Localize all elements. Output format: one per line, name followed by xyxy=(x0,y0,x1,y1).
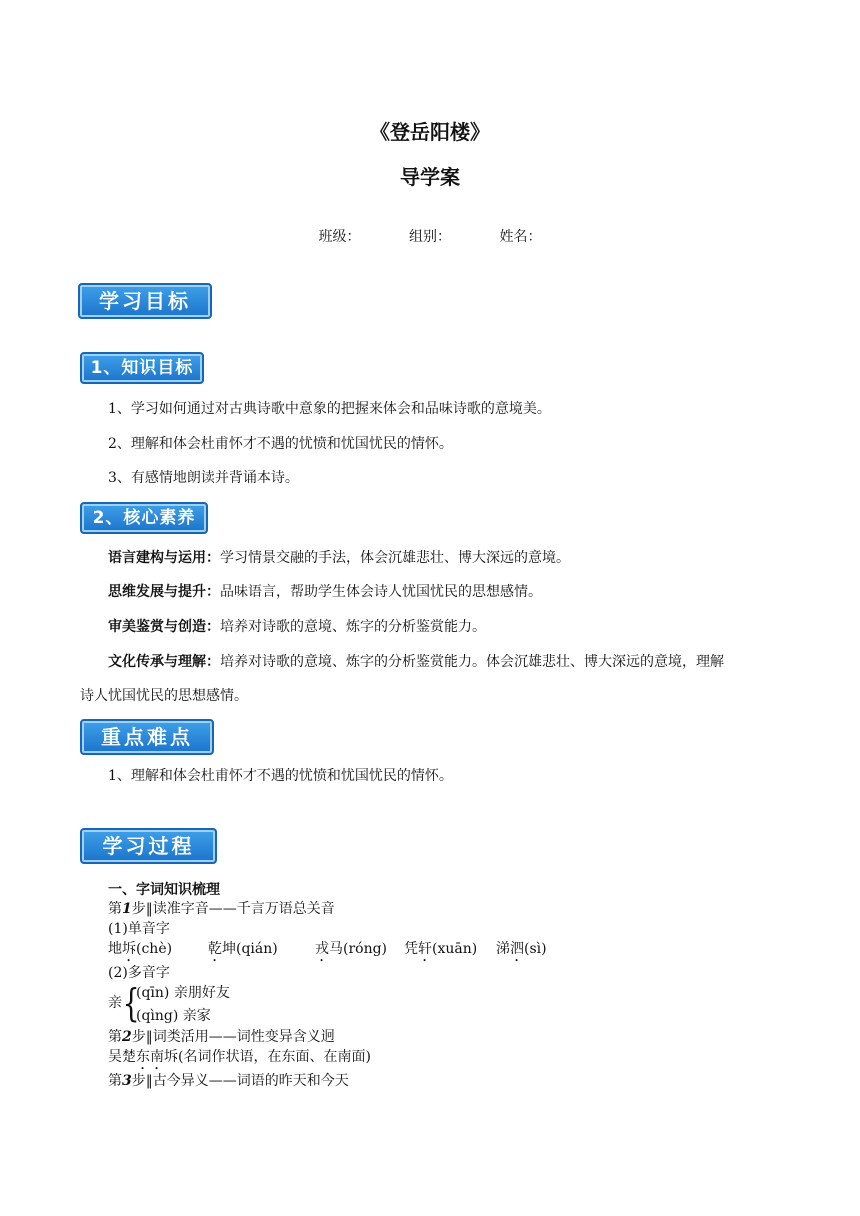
goals-banner: 学习目标 xyxy=(78,283,212,319)
step-1-title xyxy=(108,899,335,919)
single-sound-label: (1)单音字 xyxy=(108,921,170,937)
document-title: 《登岳阳楼》 xyxy=(370,120,490,144)
step-prefix: 第 xyxy=(108,901,122,917)
step-number: 2 xyxy=(122,1029,132,1045)
step-text: 步‖读准字音——千言万语总关音 xyxy=(131,901,335,917)
step-number: 1 xyxy=(122,901,132,917)
example-part: 吴楚 xyxy=(108,1049,136,1065)
multi-reading: (qīn) 亲朋好友 xyxy=(136,985,230,1001)
word-part: 地 xyxy=(108,941,122,957)
knowledge-banner: 1、知识目标 xyxy=(80,352,204,384)
core-item-aesthetic xyxy=(108,617,486,637)
core-item-text: 培养对诗歌的意境、炼字的分析鉴赏能力。体会沉雄悲壮、博大深远的意境，理解 xyxy=(220,654,724,670)
pinyin: (sì) xyxy=(524,941,547,957)
core-item-label: 思维发展与提升： xyxy=(108,584,220,600)
multi-reading: (qìng) 亲家 xyxy=(136,1008,211,1024)
group-label: 组别： xyxy=(409,229,451,245)
knowledge-item: 3、有感情地朗读并背诵本诗。 xyxy=(108,470,299,486)
dotted-char: 轩 xyxy=(418,941,432,957)
pinyin: (xuān) xyxy=(432,941,478,957)
single-word xyxy=(404,939,477,965)
word-part: 坤 xyxy=(222,941,236,957)
core-item-label: 文化传承与理解： xyxy=(108,654,220,670)
key-point-item: 1、理解和体会杜甫怀才不遇的忧愤和忧国忧民的情怀。 xyxy=(108,768,453,784)
word-part: 涕 xyxy=(496,941,510,957)
pinyin: (qián) xyxy=(236,941,278,957)
name-label: 姓名： xyxy=(499,229,542,245)
class-label: 班级： xyxy=(318,229,361,245)
multi-sound-label: (2)多音字 xyxy=(108,965,170,981)
word-part: 马 xyxy=(329,941,343,957)
dotted-char: 坼 xyxy=(122,941,136,957)
step-number: 3 xyxy=(122,1073,132,1089)
example-part: 坼(名词作状语，在东面、在南面) xyxy=(164,1049,371,1065)
process-heading: 一、字词知识梳理 xyxy=(108,882,220,898)
step-text: 步‖词类活用——词性变异含义迥 xyxy=(131,1029,335,1045)
dotted-char: 乾 xyxy=(208,941,222,957)
core-item-culture xyxy=(108,652,798,672)
step-3-title xyxy=(108,1071,349,1091)
pinyin: (róng) xyxy=(343,941,388,957)
single-word xyxy=(496,939,547,965)
key-points-banner: 重点难点 xyxy=(80,719,214,755)
dotted-char: 东南 xyxy=(136,1049,164,1065)
core-item-label: 审美鉴赏与创造： xyxy=(108,619,220,635)
core-item-label: 语言建构与运用： xyxy=(108,550,220,566)
document-subtitle: 导学案 xyxy=(400,165,460,189)
word-part: 凭 xyxy=(404,941,418,957)
step-text: 步‖古今异义——词语的昨天和今天 xyxy=(131,1073,349,1089)
dotted-char: 泗 xyxy=(510,941,524,957)
pinyin: (chè) xyxy=(136,941,173,957)
core-item-thinking xyxy=(108,582,542,602)
core-literacy-banner: 2、核心素养 xyxy=(80,502,208,534)
multi-sound-char: 亲 xyxy=(108,995,122,1011)
learning-process-banner: 学习过程 xyxy=(80,828,217,864)
knowledge-item: 2、理解和体会杜甫怀才不遇的忧愤和忧国忧民的情怀。 xyxy=(108,436,453,452)
step-prefix: 第 xyxy=(108,1073,122,1089)
single-word xyxy=(315,939,387,965)
step-prefix: 第 xyxy=(108,1029,122,1045)
core-item-text: 学习情景交融的手法，体会沉雄悲壮、博大深远的意境。 xyxy=(220,550,570,566)
step-2-title xyxy=(108,1027,335,1047)
single-word xyxy=(208,939,278,965)
step-2-example xyxy=(108,1047,371,1073)
core-item-culture-continued: 诗人忧国忧民的思想感情。 xyxy=(80,688,248,704)
student-info-line xyxy=(0,226,860,246)
core-item-text: 培养对诗歌的意境、炼字的分析鉴赏能力。 xyxy=(220,619,486,635)
core-item-text: 品味语言，帮助学生体会诗人忧国忧民的思想感情。 xyxy=(220,584,542,600)
dotted-char: 戎 xyxy=(315,941,329,957)
knowledge-item: 1、学习如何通过对古典诗歌中意象的把握来体会和品味诗歌的意境美。 xyxy=(108,401,551,417)
single-word xyxy=(108,939,172,965)
brace-icon: { xyxy=(122,981,140,1025)
core-item-language xyxy=(108,548,570,568)
